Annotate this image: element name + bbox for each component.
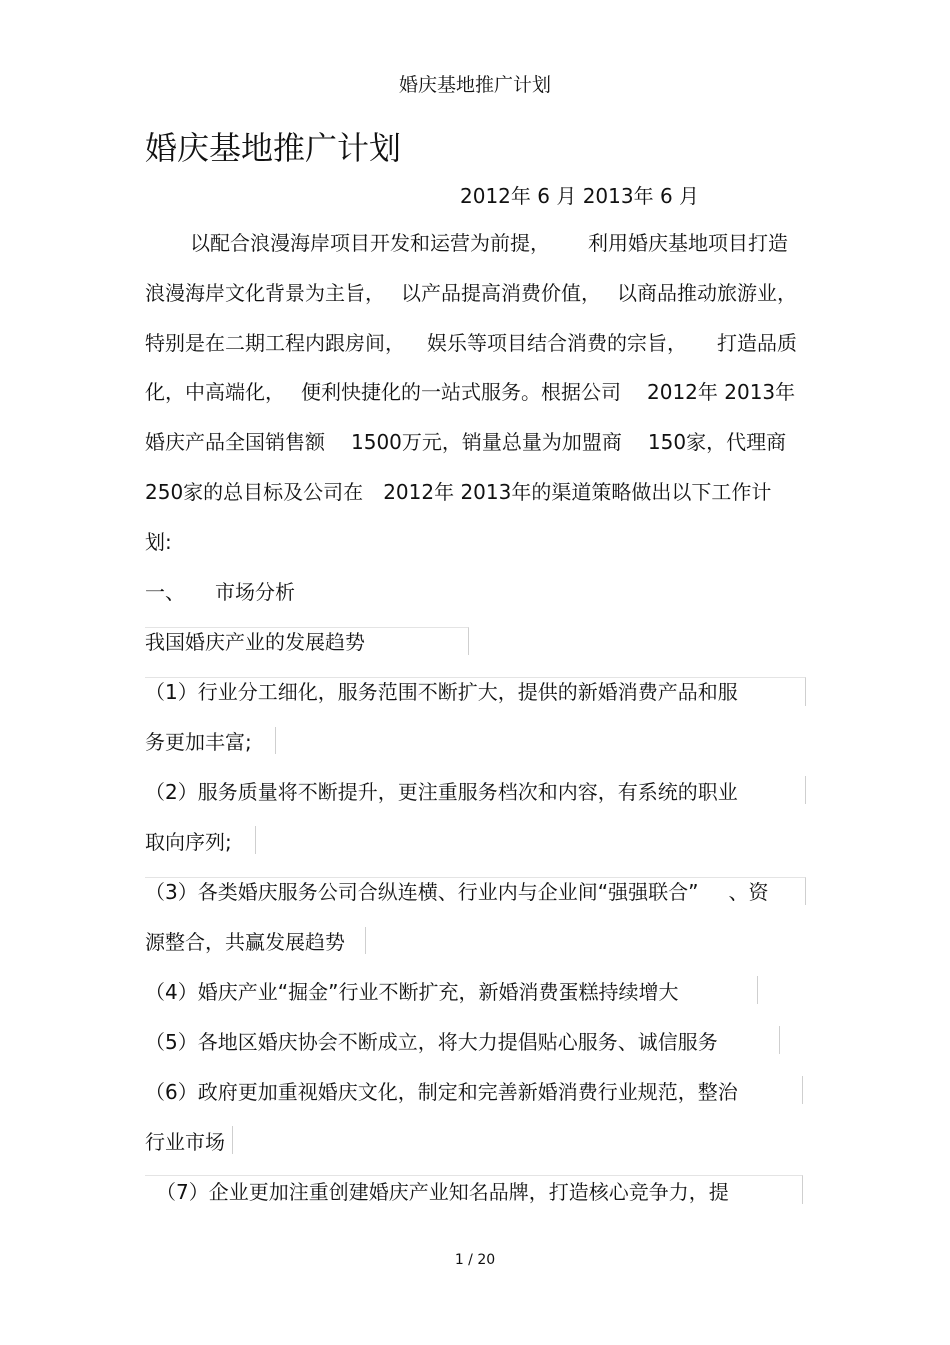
subheading: 我国婚庆产业的发展趋势 <box>145 630 365 654</box>
trend-line: 源整合，共赢发展趋势 <box>145 930 345 954</box>
date-line: 2012年 6 月 2013年 6 月 <box>460 184 700 208</box>
section-title: 市场分析 <box>215 580 295 604</box>
trend-line: 取向序列; <box>145 830 232 854</box>
intro-line-6 <box>145 480 771 504</box>
section-number: 一、 <box>145 580 185 604</box>
trend-line: （7）企业更加注重创建婚庆产业知名品牌，打造核心竞争力，提 <box>156 1180 729 1204</box>
trend-line: 行业市场 <box>145 1130 225 1154</box>
document-title: 婚庆基地推广计划 <box>145 129 402 167</box>
intro-text: 1500万元，销量总量为加盟商 <box>351 430 622 454</box>
intro-text: 以商品推动旅游业， <box>617 281 797 305</box>
section-heading <box>145 580 295 604</box>
trend-line: （6）政府更加重视婚庆文化，制定和完善新婚消费行业规范，整治 <box>145 1080 738 1104</box>
trend-line: （2）服务质量将不断提升，更注重服务档次和内容，有系统的职业 <box>145 780 738 804</box>
intro-line-1 <box>190 231 788 255</box>
intro-text: 化，中高端化， <box>145 380 285 404</box>
trend-line: （4）婚庆产业“掘金”行业不断扩充，新婚消费蛋糕持续增大 <box>145 980 679 1004</box>
intro-text: 2012年 2013年 <box>647 380 796 404</box>
intro-text: 150家，代理商 <box>647 430 787 454</box>
trend-line: 务更加丰富; <box>145 730 252 754</box>
intro-text: 250家的总目标及公司在 <box>145 480 364 504</box>
intro-line-3 <box>145 331 797 355</box>
running-header: 婚庆基地推广计划 <box>398 74 551 96</box>
intro-text: 打造品质 <box>717 331 797 355</box>
intro-text: 特别是在二期工程内跟房间， <box>145 331 405 355</box>
intro-line-4 <box>145 380 795 404</box>
intro-text: 婚庆产品全国销售额 <box>145 430 325 454</box>
trend-line: （5）各地区婚庆协会不断成立，将大力提倡贴心服务、诚信服务 <box>145 1030 718 1054</box>
intro-text: 以产品提高消费价值， <box>401 281 601 305</box>
page-indicator: 1 / 20 <box>454 1252 496 1268</box>
trend-text: （3）各类婚庆服务公司合纵连横、行业内与企业间“强强联合” <box>145 880 699 904</box>
intro-line-5 <box>145 430 786 454</box>
intro-line-7: 划: <box>145 530 172 554</box>
intro-line-2 <box>145 281 797 305</box>
intro-text: 2012年 2013年的渠道策略做出以下工作计 <box>383 480 772 504</box>
intro-text: 娱乐等项目结合消费的宗旨， <box>427 331 687 355</box>
intro-text: 以配合浪漫海岸项目开发和运营为前提， <box>190 231 550 255</box>
intro-text: 浪漫海岸文化背景为主旨， <box>145 281 385 305</box>
intro-text: 便利快捷化的一站式服务。根据公司 <box>301 380 621 404</box>
trend-line: （1）行业分工细化，服务范围不断扩大，提供的新婚消费产品和服 <box>145 680 738 704</box>
trend-line-3 <box>145 880 768 904</box>
intro-text: 利用婚庆基地项目打造 <box>588 231 788 255</box>
trend-text: 、资 <box>728 880 769 904</box>
